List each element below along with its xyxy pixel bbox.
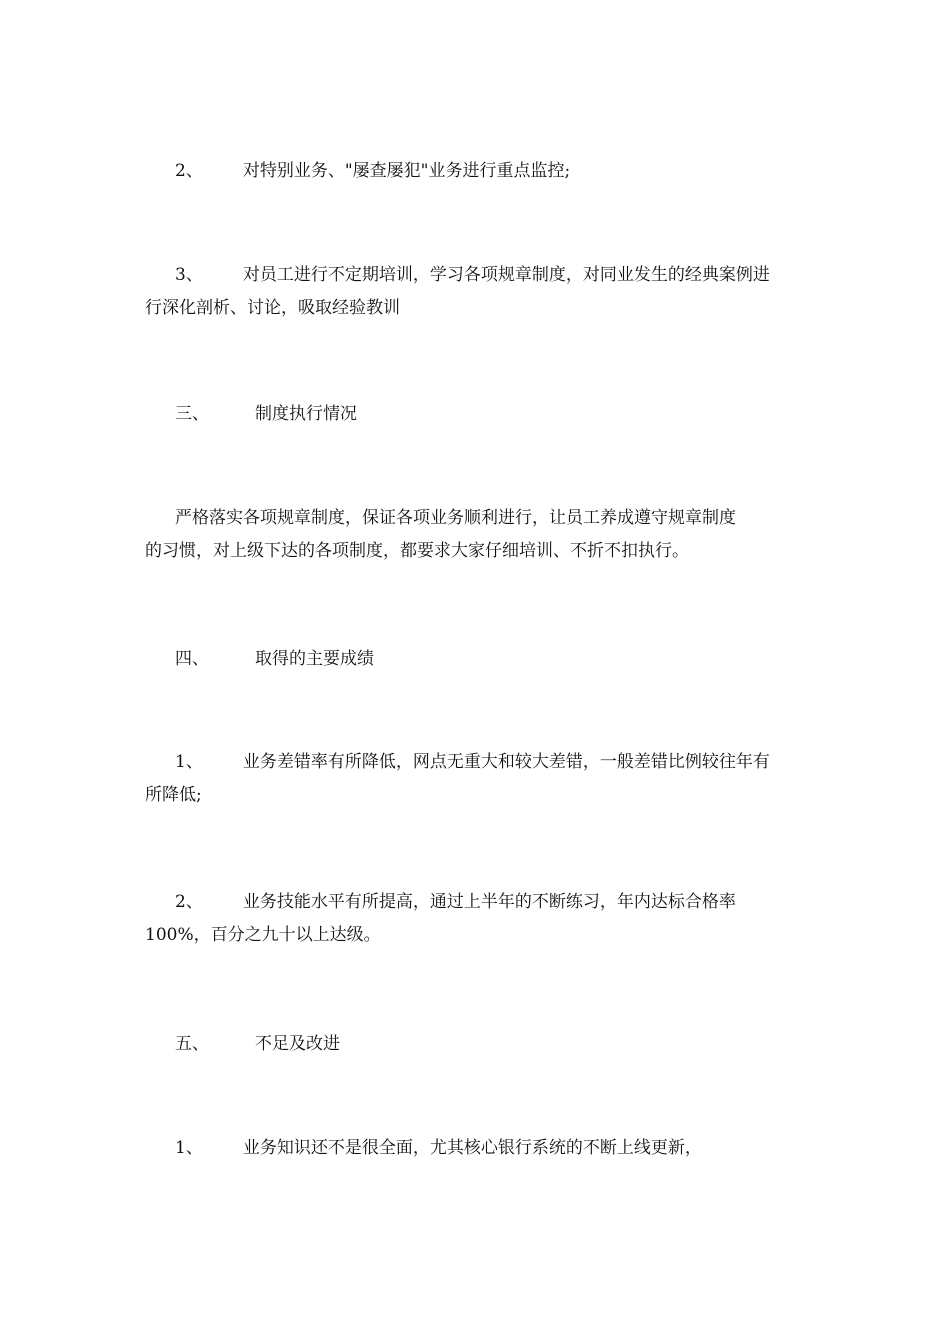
paragraph-line: 严格落实各项规章制度，保证各项业务顺利进行，让员工养成遵守规章制度 — [175, 508, 736, 528]
item-number: 2、 — [175, 161, 203, 181]
heading-text: 取得的主要成绩 — [255, 649, 374, 669]
paragraph-line — [145, 1132, 810, 1165]
heading-line — [145, 398, 810, 431]
paragraph-line — [145, 746, 810, 779]
item-number: 2、 — [175, 892, 203, 912]
list-item-1-knowledge-gap — [145, 1132, 810, 1165]
paragraph-line — [145, 155, 810, 188]
heading-text: 不足及改进 — [255, 1034, 340, 1054]
list-item-2-special-business — [145, 155, 810, 188]
item-number: 1、 — [175, 752, 203, 772]
paragraph-line: 的习惯，对上级下达的各项制度，都要求大家仔细培训、不折不扣执行。 — [145, 541, 689, 561]
item-text: 业务差错率有所降低，网点无重大和较大差错，一般差错比例较往年有 — [242, 752, 770, 772]
section-heading-3 — [145, 398, 810, 431]
paragraph-line: 100%，百分之九十以上达级。 — [145, 925, 381, 945]
item-text: 对特别业务、"屡查屡犯"业务进行重点监控; — [242, 161, 571, 181]
item-number: 3、 — [175, 265, 203, 285]
heading-number: 三、 — [175, 404, 209, 424]
paragraph-rules-execution — [145, 502, 810, 568]
section-heading-4 — [145, 643, 810, 676]
list-item-2-skill-level — [145, 886, 810, 952]
heading-number: 五、 — [175, 1034, 209, 1054]
item-number: 1、 — [175, 1138, 203, 1158]
heading-line — [145, 643, 810, 676]
item-text: 业务技能水平有所提高，通过上半年的不断练习，年内达标合格率 — [242, 892, 736, 912]
paragraph-line — [145, 886, 810, 919]
heading-line — [145, 1028, 810, 1061]
item-text: 对员工进行不定期培训，学习各项规章制度，对同业发生的经典案例进 — [242, 265, 770, 285]
paragraph-line: 行深化剖析、讨论，吸取经验教训 — [145, 298, 400, 318]
section-heading-5 — [145, 1028, 810, 1061]
heading-text: 制度执行情况 — [255, 404, 357, 424]
paragraph-line: 所降低; — [145, 785, 202, 805]
list-item-3-staff-training — [145, 259, 810, 325]
paragraph-line — [145, 259, 810, 292]
item-text: 业务知识还不是很全面，尤其核心银行系统的不断上线更新， — [242, 1138, 702, 1158]
list-item-1-error-rate — [145, 746, 810, 812]
heading-number: 四、 — [175, 649, 209, 669]
